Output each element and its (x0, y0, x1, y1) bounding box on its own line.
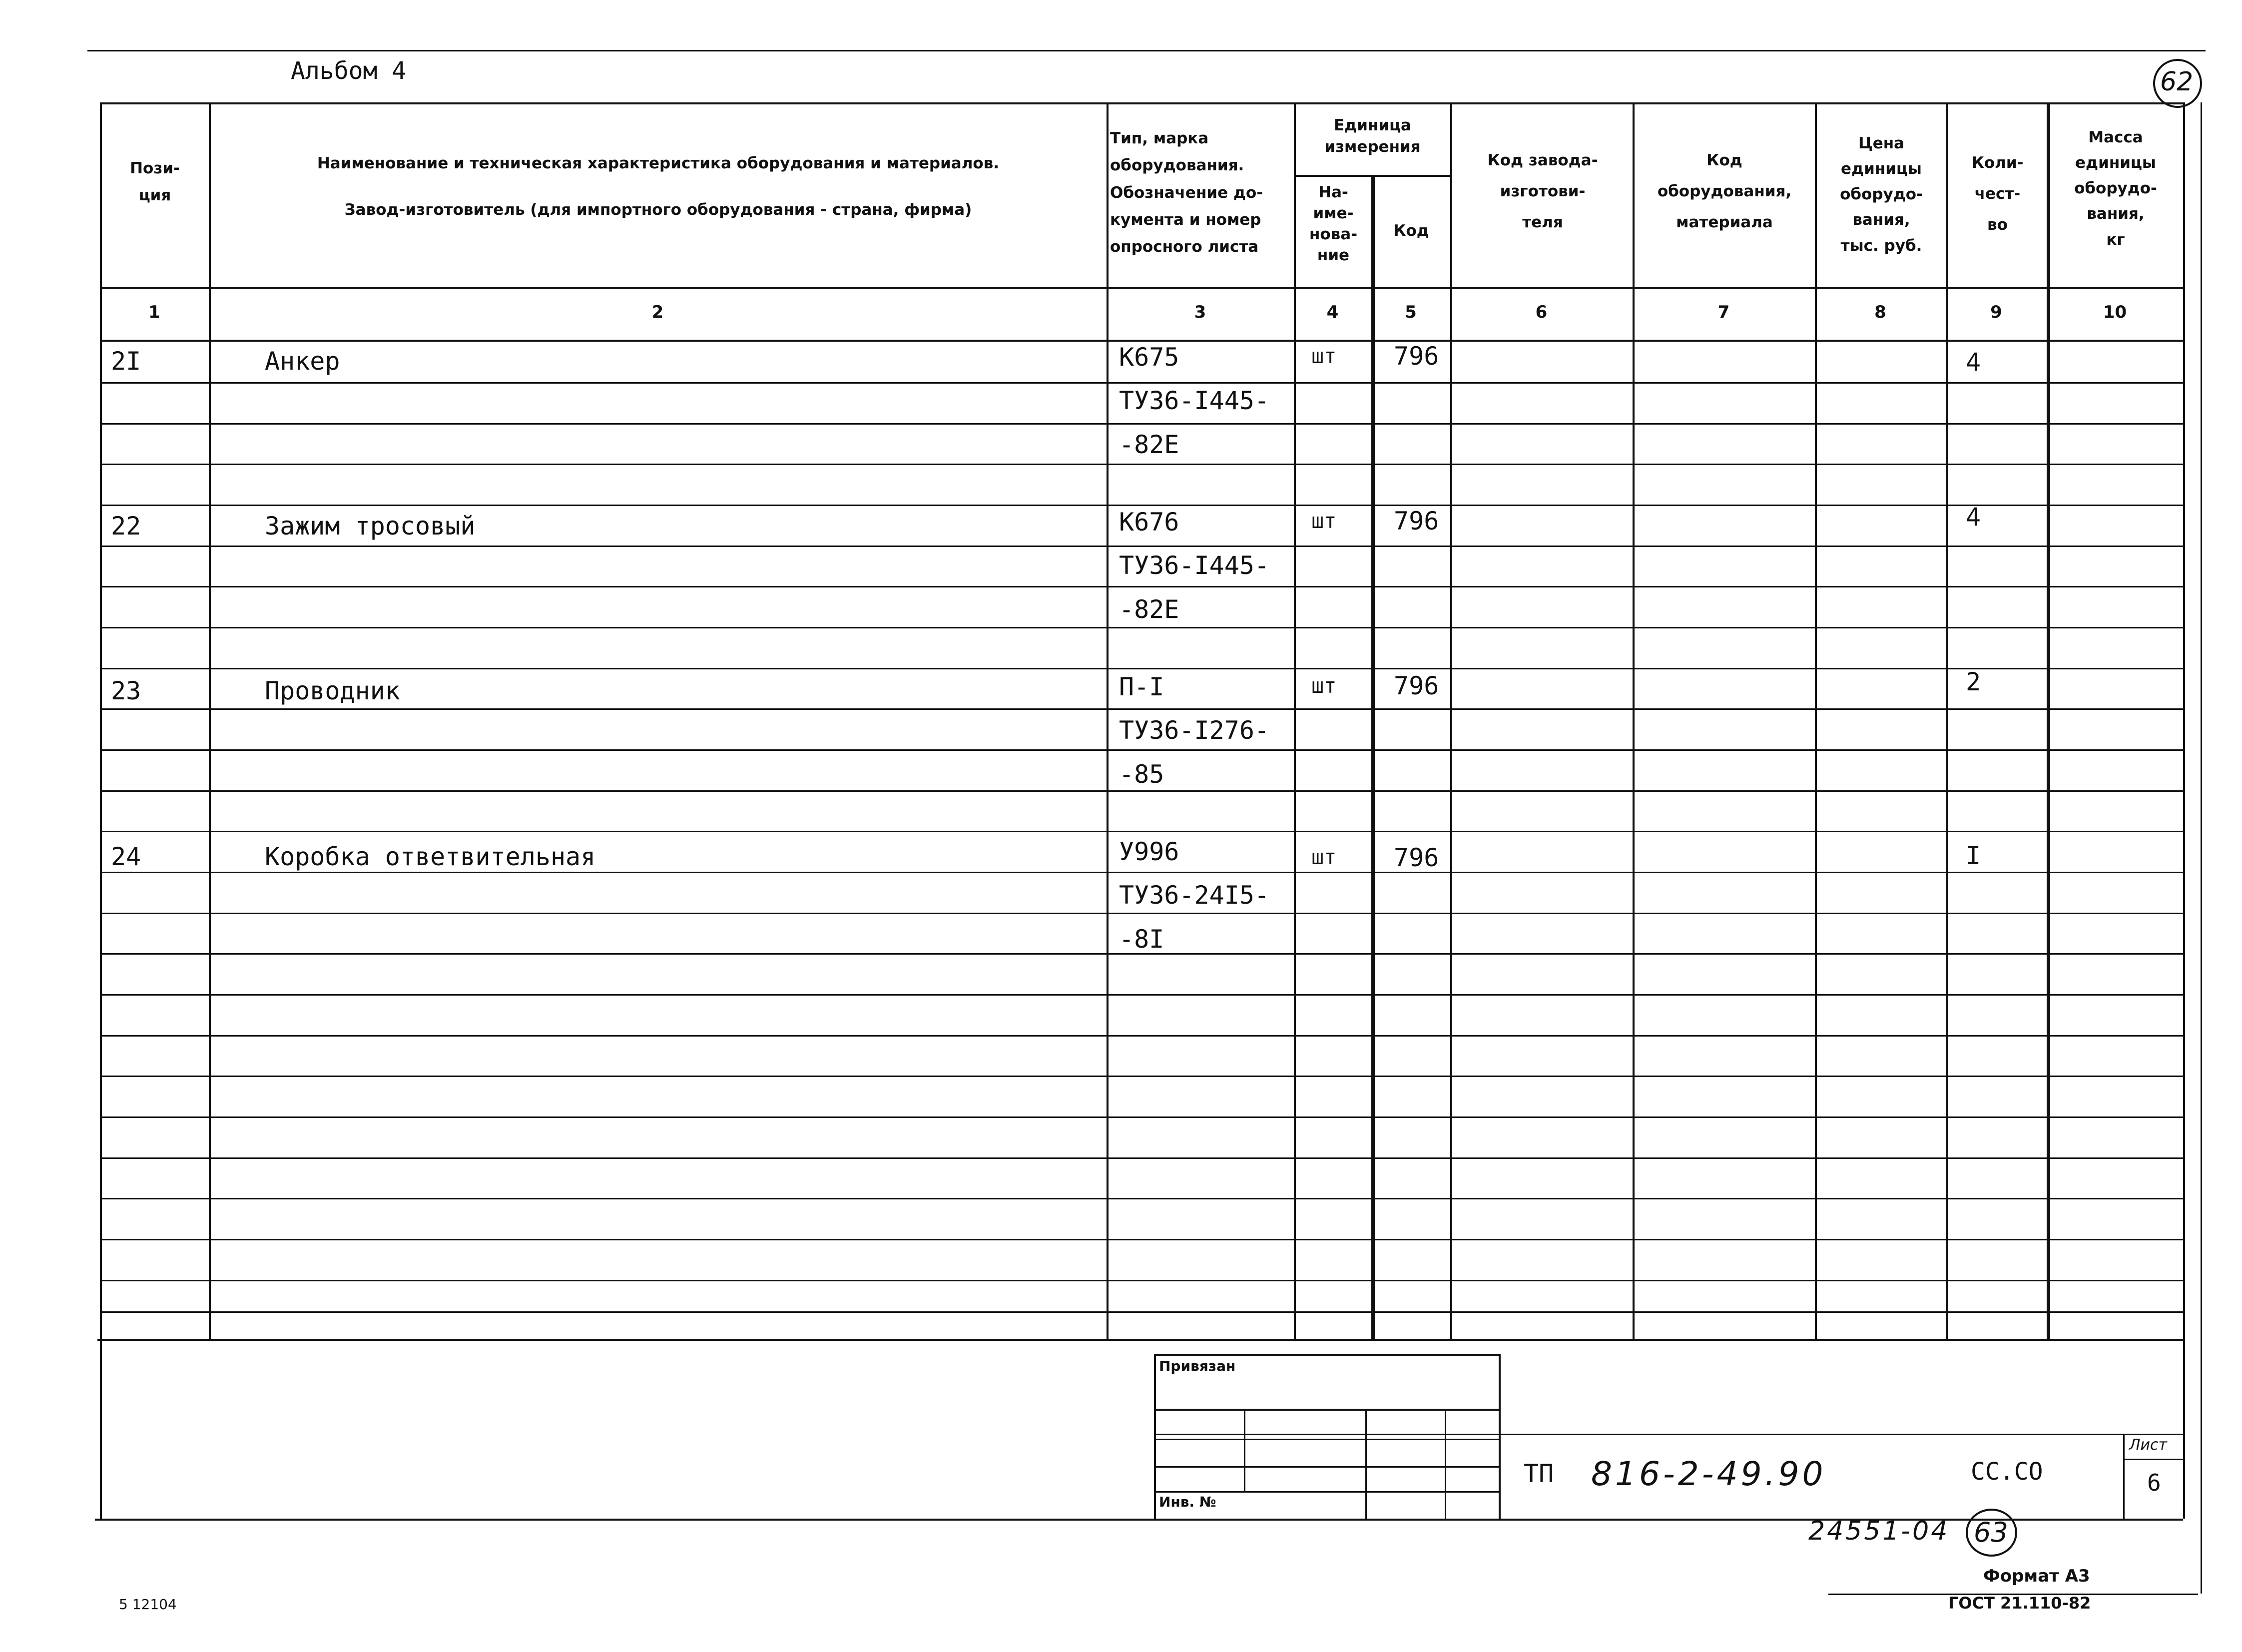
item-type: У996 (1119, 837, 1179, 866)
item-position: 22 (111, 512, 141, 541)
col-sep-2 (1107, 102, 1109, 1339)
colnum-7: 7 (1717, 302, 1730, 322)
stamp-privyazan: Привязан (1159, 1358, 1236, 1374)
header-name-line1: Наименование и техническая характеристика оборудования и материалов. (317, 154, 1000, 172)
item-type: К675 (1119, 343, 1179, 372)
colnum-2: 2 (651, 302, 664, 322)
item-name: Анкер (265, 347, 340, 376)
item-unit-code: 796 (1394, 342, 1439, 371)
sheet-label: Лист (2129, 1436, 2168, 1454)
header-bottom-line (100, 287, 2183, 289)
col-sep-4 (1371, 175, 1375, 1339)
item-type: П-I (1119, 672, 1164, 701)
header-type: Тип, марка оборудования. Обозначение до- кумента и номер опросного листа (1110, 129, 1263, 256)
item-quantity: 4 (1966, 503, 1981, 532)
header-unit: Единица измерения (1324, 116, 1421, 156)
header-equipment-code: Код оборудования, материала (1657, 151, 1792, 231)
item-type-doc: ТУ36-I276- (1119, 716, 1270, 745)
header-quantity: Коли- чест- во (1971, 154, 2024, 234)
item-type-doc-cont: -82Е (1119, 430, 1179, 459)
numbers-bottom-line (100, 340, 2183, 342)
doc-prefix: ТП (1524, 1459, 1554, 1488)
col-sep-1 (209, 102, 211, 1339)
page-number: 62 (2160, 67, 2194, 97)
col-sep-5 (1450, 102, 1452, 1339)
stamp-inventory-number: Инв. № (1159, 1494, 1216, 1510)
item-unit: шт (1311, 673, 1337, 698)
col-sep-9 (2047, 102, 2050, 1339)
footer-number-circle (1966, 1509, 2017, 1557)
item-type: К676 (1119, 508, 1179, 537)
header-mass: Масса единицы оборудо- вания, кг (2074, 128, 2157, 249)
item-position: 2I (111, 347, 141, 376)
table-top-line (100, 102, 2183, 104)
colnum-5: 5 (1405, 302, 1417, 322)
item-type-doc-cont: -82Е (1119, 595, 1179, 624)
gost-label: ГОСТ 21.110-82 (1948, 1594, 2091, 1613)
page-number-circle (2153, 59, 2202, 108)
handwritten-code: 24551-04 (1808, 1516, 1950, 1546)
header-price: Цена единицы оборудо- вания, тыс. руб. (1840, 134, 1923, 255)
header-name-line2: Завод-изготовитель (для импортного оборудования - страна, фирма) (344, 201, 972, 219)
item-type-doc: ТУ36-I445- (1119, 386, 1270, 415)
item-quantity: 2 (1966, 667, 1981, 696)
doc-number: 816-2-49.90 (1591, 1455, 1826, 1493)
col-sep-3 (1294, 102, 1296, 1339)
header-position: Пози- ция (130, 159, 180, 205)
left-footer-code: 5 12104 (119, 1596, 177, 1613)
colnum-8: 8 (1874, 302, 1886, 322)
colnum-10: 10 (2103, 302, 2127, 322)
album-title: Альбом 4 (291, 57, 407, 85)
item-quantity: I (1966, 841, 1981, 870)
item-type-doc: ТУ36-I445- (1119, 551, 1270, 580)
sheet-number: 6 (2147, 1469, 2161, 1496)
header-unit-name: На- име- нова- ние (1309, 183, 1358, 264)
table-bottom-line (97, 1339, 2183, 1341)
page-right-border (2201, 102, 2202, 1594)
item-type-doc-cont: -8I (1119, 925, 1164, 954)
unit-header-split (1294, 175, 1450, 177)
item-unit: шт (1311, 344, 1337, 368)
colnum-4: 4 (1326, 302, 1339, 322)
item-unit: шт (1311, 845, 1337, 869)
item-name: Проводник (265, 676, 400, 705)
doc-suffix: СС.СО (1971, 1458, 2043, 1486)
col-sep-8 (1946, 102, 1948, 1339)
item-type-doc: ТУ36-24I5- (1119, 881, 1270, 910)
footer-circle-number: 63 (1974, 1517, 2008, 1548)
header-plant-code: Код завода- изготови- теля (1487, 151, 1598, 231)
colnum-1: 1 (148, 302, 160, 322)
format-label: Формат А3 (1983, 1566, 2090, 1586)
col-sep-6 (1633, 102, 1635, 1339)
right-border (2183, 102, 2185, 1519)
colnum-3: 3 (1194, 302, 1206, 322)
colnum-6: 6 (1535, 302, 1548, 322)
item-unit-code: 796 (1394, 671, 1439, 700)
item-type-doc-cont: -85 (1119, 760, 1164, 789)
top-border (87, 50, 2206, 51)
item-unit-code: 796 (1394, 507, 1439, 536)
colnum-9: 9 (1990, 302, 2002, 322)
item-position: 23 (111, 676, 141, 705)
item-name: Коробка ответвительная (265, 842, 596, 871)
item-position: 24 (111, 842, 141, 871)
item-unit-code: 796 (1394, 843, 1439, 872)
item-unit: шт (1311, 509, 1337, 533)
item-quantity: 4 (1966, 348, 1981, 377)
col-sep-7 (1815, 102, 1817, 1339)
header-unit-code: Код (1393, 222, 1429, 240)
item-name: Зажим тросовый (265, 512, 476, 541)
